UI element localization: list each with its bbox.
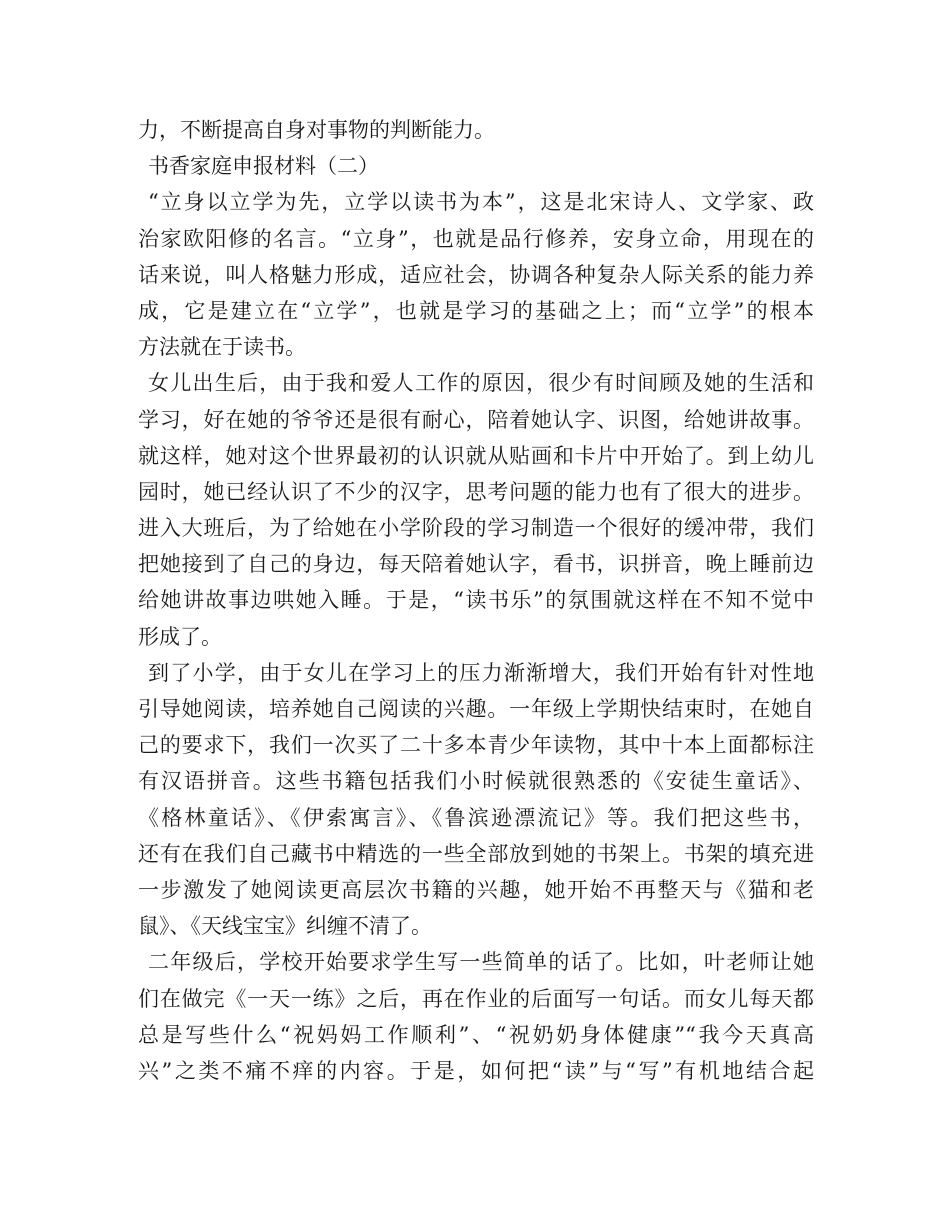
text-line: 力，不断提高自身对事物的判断能力。: [138, 118, 495, 142]
text-line: 学习，好在她的爷爷还是很有耐心，陪着她认字、识图，给她讲故事。: [138, 407, 814, 432]
text-line: 们在做完《一天一练》之后，再在作业的后面写一句话。而女儿每天都: [138, 986, 814, 1011]
text-line: 有汉语拼音。这些书籍包括我们小时候就很熟悉的《安徒生童话》、: [138, 769, 814, 794]
text-line: “立身以立学为先，立学以读书为本”，这是北宋诗人、文学家、政: [148, 190, 814, 215]
text-line: 鼠》、《天线宝宝》纠缠不清了。: [138, 914, 432, 939]
text-line: 话来说，叫人格魅力形成，适应社会，协调各种复杂人际关系的能力养: [138, 262, 814, 287]
text-line: 方法就在于读书。: [138, 335, 306, 360]
text-line: 总是写些什么“祝妈妈工作顺利”、“祝奶奶身体健康”“我今天真高: [138, 1022, 814, 1047]
text-line: 就这样，她对这个世界最初的认识就从贴画和卡片中开始了。到上幼儿: [138, 443, 814, 468]
text-line: 到了小学，由于女儿在学习上的压力渐渐增大，我们开始有针对性地: [148, 660, 814, 685]
text-line: 还有在我们自己藏书中精选的一些全部放到她的书架上。书架的填充进: [138, 841, 814, 866]
text-line: 己的要求下，我们一次买了二十多本青少年读物，其中十本上面都标注: [138, 733, 814, 758]
text-line: 园时，她已经认识了不少的汉字，思考问题的能力也有了很大的进步。: [138, 479, 814, 504]
text-line: 成，它是建立在“立学”，也就是学习的基础之上；而“立学”的根本: [138, 298, 814, 323]
text-line: 进入大班后，为了给她在小学阶段的学习制造一个很好的缓冲带，我们: [138, 516, 814, 541]
text-line: 女儿出生后，由于我和爱人工作的原因，很少有时间顾及她的生活和: [148, 371, 814, 396]
text-line: 二年级后，学校开始要求学生写一些简单的话了。比如，叶老师让她: [148, 950, 814, 975]
document-page: [138, 112, 814, 1089]
text-line: 一步激发了她阅读更高层次书籍的兴趣，她开始不再整天与《猫和老: [138, 877, 814, 902]
text-line: 形成了。: [138, 624, 222, 649]
text-line: 给她讲故事边哄她入睡。于是，“读书乐”的氛围就这样在不知不觉中: [138, 588, 814, 613]
text-line: 把她接到了自己的身边，每天陪着她认字，看书，识拼音，晚上睡前边: [138, 552, 814, 577]
section-heading: 书香家庭申报材料（二）: [148, 154, 379, 179]
text-line: 治家欧阳修的名言。“立身”，也就是品行修养，安身立命，用现在的: [138, 226, 814, 251]
text-line: 《格林童话》、《伊索寓言》、《鲁滨逊漂流记》等。我们把这些书，: [138, 805, 814, 830]
text-line: 兴”之类不痛不痒的内容。于是，如何把“读”与“写”有机地结合起: [138, 1058, 814, 1083]
text-line: 引导她阅读，培养她自己阅读的兴趣。一年级上学期快结束时，在她自: [138, 697, 814, 721]
